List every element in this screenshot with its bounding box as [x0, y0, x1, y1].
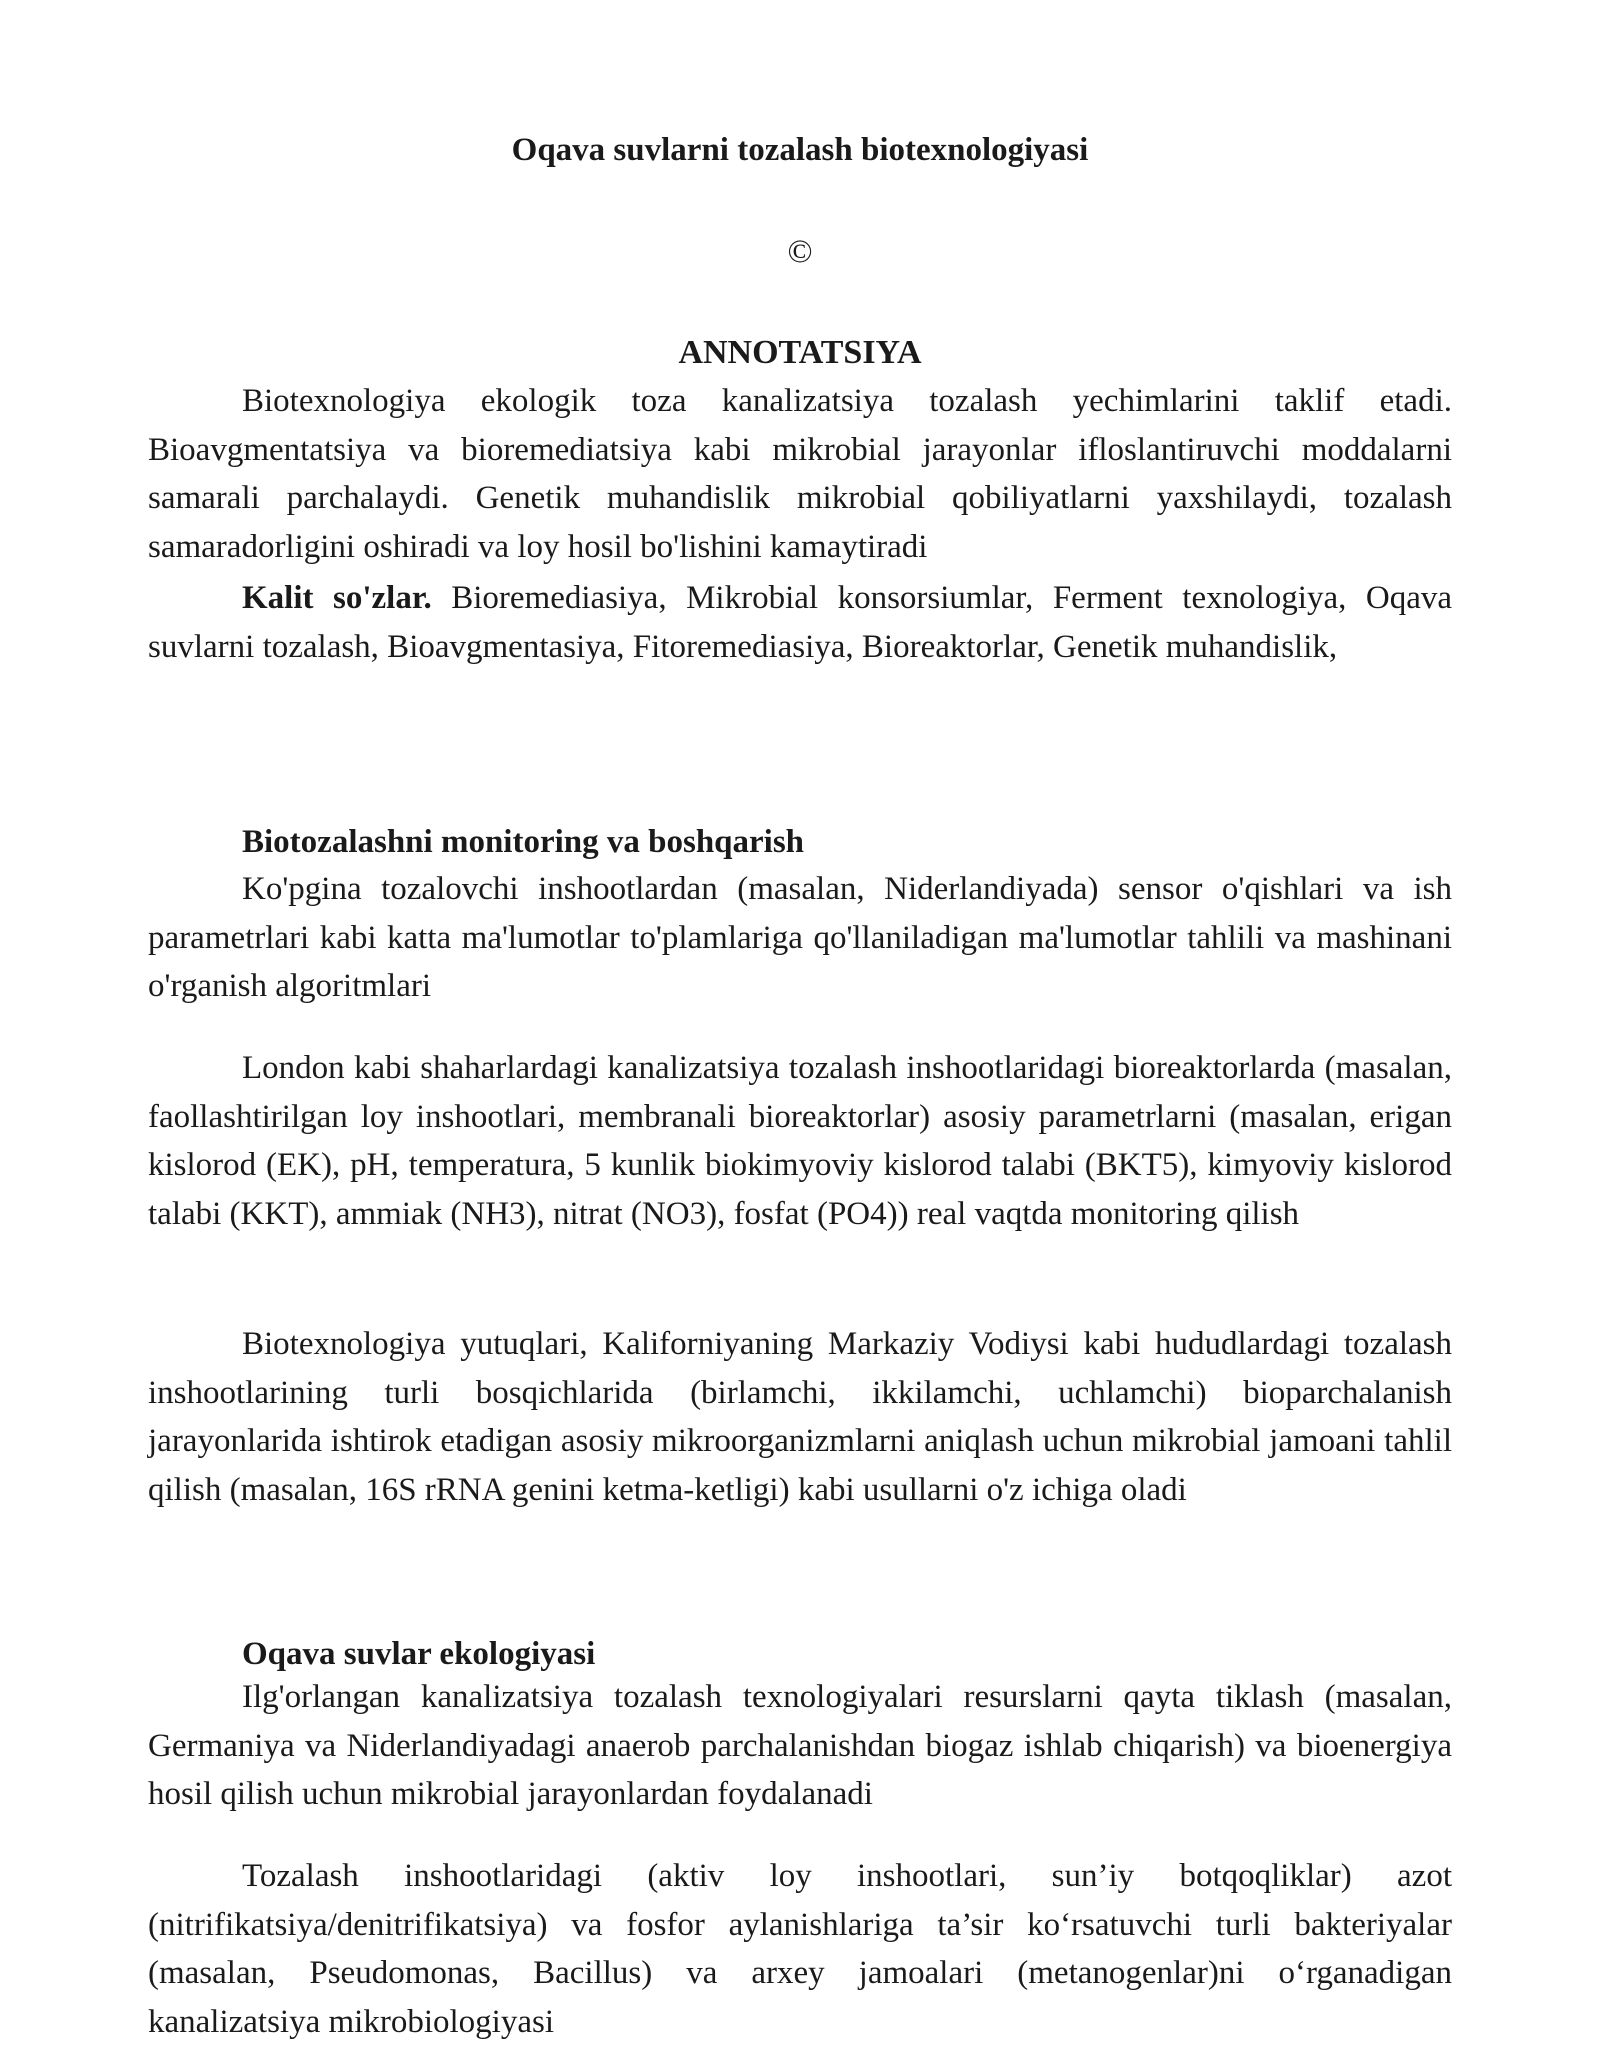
- section-heading-ecology: Oqava suvlar ekologiyasi: [242, 1636, 596, 1672]
- copyright-symbol: ©: [787, 234, 813, 270]
- section-paragraph: Ko'pgina tozalovchi inshootlardan (masalan, Niderlandiyada) sensor o'qishlari va ish parametrlari kabi katta ma'lumotlar to'plamlariga qo'llaniladigan ma'lumotlar tahlili va mashinani o'rganish algoritmlari: [148, 871, 1452, 1004]
- section-heading-monitoring: Biotozalashni monitoring va boshqarish: [242, 824, 805, 860]
- section-paragraph: London kabi shaharlardagi kanalizatsiya tozalash inshootlaridagi bioreaktorlarda (masalan, faollashtirilgan loy inshootlari, membranali bioreaktorlar) asosiy parametrlarni (masalan, erigan kislorod (EK), pH, temperatura, 5 kunlik biokimyoviy kislorod talabi (BKT5), kimyoviy kislorod talabi (KKT), ammiak (NH3), nitrat (NO3), fosfat (PO4)) real vaqtda monitoring qilish: [148, 1050, 1452, 1232]
- keywords-paragraph: [148, 574, 1452, 671]
- keywords-label: Kalit so'zlar.: [242, 580, 432, 616]
- section-paragraph: Ilg'orlangan kanalizatsiya tozalash texnologiyalari resurslarni qayta tiklash (masalan, Germaniya va Niderlandiyadagi anaerob parchalanishdan biogaz ishlab chiqarish) va bioenergiya hosil qilish uchun mikrobial jarayonlardan foydalanadi: [148, 1679, 1452, 1812]
- section-paragraph: Tozalash inshootlaridagi (aktiv loy inshootlari, sun’iy botqoqliklar) azot (nitrifikatsiya/denitrifikatsiya) va fosfor aylanishlariga ta’sir ko‘rsatuvchi turli bakteriyalar (masalan, Pseudomonas, Bacillus) va arxey jamoalari (metanogenlar)ni o‘rganadigan kanalizatsiya mikrobiologiyasi: [148, 1858, 1452, 2040]
- document-title: Oqava suvlarni tozalash biotexnologiyasi: [511, 132, 1089, 168]
- keywords-text: Bioremediasiya, Mikrobial konsorsiumlar, Ferment texnologiya, Oqava suvlarni tozalash, Bioavgmentasiya, Fitoremediasiya, Bioreaktorlar, Genetik muhandislik,: [148, 580, 1452, 665]
- annotation-heading: ANNOTATSIYA: [678, 334, 922, 371]
- section-paragraph: Biotexnologiya yutuqlari, Kaliforniyaning Markaziy Vodiysi kabi hududlardagi tozalash inshootlarining turli bosqichlarida (birlamchi, ikkilamchi, uchlamchi) bioparchalanish jarayonlarida ishtirok etadigan asosiy mikroorganizmlarni aniqlash uchun mikrobial jamoani tahlil qilish (masalan, 16S rRNA genini ketma-ketligi) kabi usullarni o'z ichiga oladi: [148, 1326, 1452, 1508]
- annotation-paragraph: Biotexnologiya ekologik toza kanalizatsiya tozalash yechimlarini taklif etadi. Bioavgmentatsiya va bioremediatsiya kabi mikrobial jarayonlar ifloslantiruvchi moddalarni samarali parchalaydi. Genetik muhandislik mikrobial qobiliyatlarni yaxshilaydi, tozalash samaradorligini oshiradi va loy hosil bo'lishini kamaytiradi: [148, 383, 1452, 565]
